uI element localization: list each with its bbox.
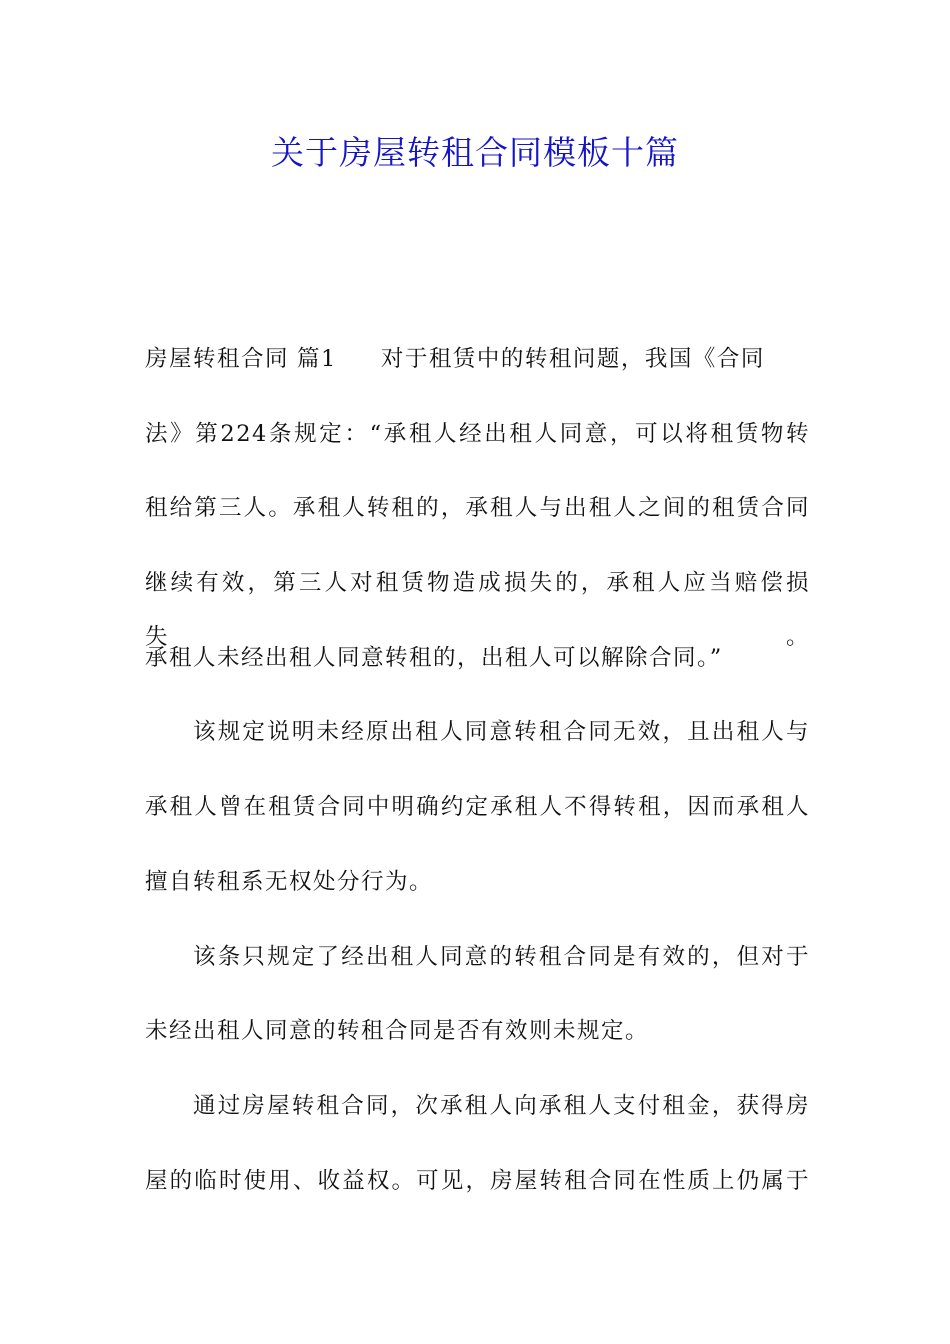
paragraph-line-10: 未经出租人同意的转租合同是否有效则未规定。 [145, 1018, 650, 1045]
document-body [145, 332, 810, 1228]
paragraph-line-4: 继续有效，第三人对租赁物造成损失的，承租人应当赔偿损失。 [145, 570, 810, 651]
paragraph-line-12: 屋的临时使用、收益权。可见，房屋转租合同在性质上仍属于 [145, 1167, 810, 1194]
paragraph-line-9: 该条只规定了经出租人同意的转租合同是有效的，但对于 [193, 943, 810, 970]
document-title: 关于房屋转租合同模板十篇 [271, 133, 679, 172]
paragraph-line-5: 承租人未经出租人同意转租的，出租人可以解除合同。” [145, 644, 723, 671]
line-text: 对于租赁中的转租问题，我国《合同 [380, 346, 765, 372]
paragraph-line-6: 该规定说明未经原出租人同意转租合同无效，且出租人与 [193, 719, 810, 746]
section-number: 篇1 [297, 346, 337, 372]
section-heading: 房屋转租合同 [145, 346, 290, 372]
paragraph-line-1 [145, 332, 810, 407]
paragraph-line-11: 通过房屋转租合同，次承租人向承租人支付租金，获得房 [193, 1092, 810, 1119]
paragraph-line-3: 租给第三人。承租人转租的，承租人与出租人之间的租赁合同 [145, 495, 810, 522]
paragraph-line-7: 承租人曾在租赁合同中明确约定承租人不得转租，因而承租人 [145, 794, 810, 821]
paragraph-line-2: 法》第224条规定：“承租人经出租人同意，可以将租赁物转 [145, 420, 810, 447]
paragraph-line-8: 擅自转租系无权处分行为。 [145, 868, 434, 895]
